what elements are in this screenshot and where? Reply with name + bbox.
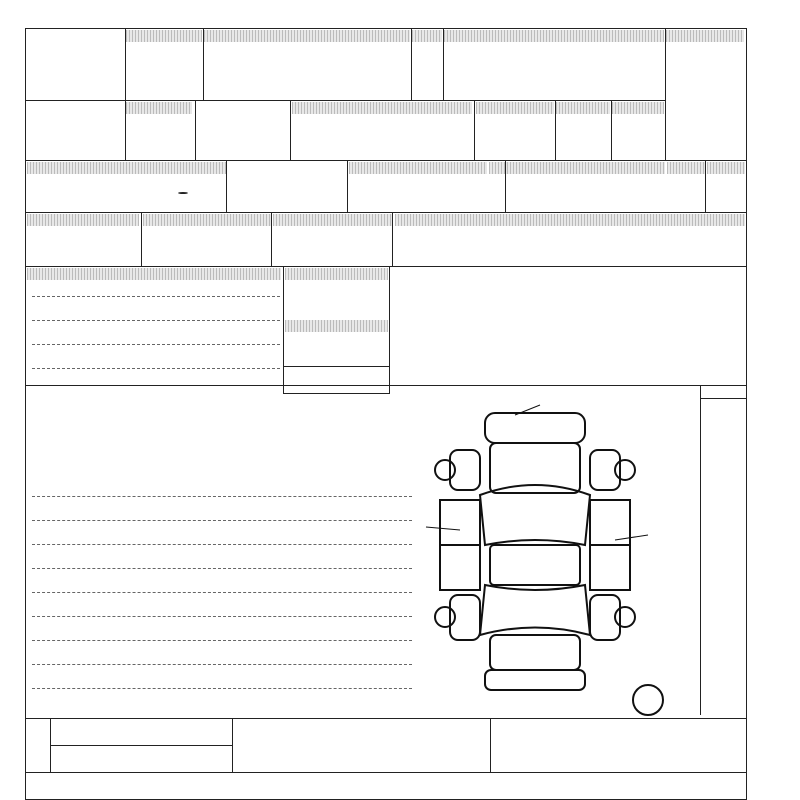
divider <box>555 100 556 160</box>
header-displacement <box>476 102 554 114</box>
mileage-unit-km <box>178 192 188 194</box>
header-aircon <box>143 214 271 226</box>
divider <box>665 28 666 160</box>
header-score <box>666 30 744 42</box>
header-mileage <box>27 162 227 174</box>
divider <box>392 212 393 266</box>
header-shift <box>27 214 139 226</box>
header-equipment <box>395 214 745 226</box>
header-fuel <box>489 162 665 174</box>
inspector-line <box>32 688 412 689</box>
divider <box>271 212 272 266</box>
divider <box>25 100 125 101</box>
divider <box>195 100 196 160</box>
rear-glass <box>480 585 590 635</box>
header-model-name <box>204 30 410 42</box>
keylock-circle <box>632 684 664 716</box>
inspector-line <box>32 592 412 593</box>
header-notes <box>27 268 281 280</box>
header-grade <box>444 30 664 42</box>
divider <box>611 100 612 160</box>
header-seats <box>612 102 664 114</box>
header-recycle <box>273 214 393 226</box>
header-inspection-expiry <box>285 268 388 280</box>
roof <box>490 545 580 585</box>
left-front-door <box>440 500 480 545</box>
inspector-line <box>32 616 412 617</box>
divider <box>25 772 747 773</box>
notes-line <box>32 320 280 321</box>
divider <box>290 100 291 160</box>
divider <box>505 160 506 212</box>
divider <box>490 718 491 772</box>
divider <box>141 212 142 266</box>
inspector-line <box>32 520 412 521</box>
front-bumper <box>485 413 585 443</box>
divider <box>443 28 444 100</box>
divider <box>25 212 747 213</box>
header-year <box>126 102 192 114</box>
divider <box>705 160 706 212</box>
inspector-line <box>32 568 412 569</box>
divider <box>232 718 233 772</box>
divider <box>125 100 665 101</box>
divider <box>700 398 747 399</box>
divider <box>283 366 390 367</box>
inspector-line <box>32 664 412 665</box>
divider <box>25 160 747 161</box>
inspector-line <box>32 496 412 497</box>
header-interior <box>707 162 745 174</box>
notes-line <box>32 296 280 297</box>
inspector-line <box>32 544 412 545</box>
right-rear-door <box>590 545 630 590</box>
divider <box>411 28 412 100</box>
trunk <box>490 635 580 670</box>
header-imported <box>285 320 388 332</box>
notes-line <box>32 368 280 369</box>
divider <box>125 28 126 160</box>
header-warranty <box>556 102 610 114</box>
notes-line <box>32 344 280 345</box>
left-rear-door <box>440 545 480 590</box>
divider <box>25 718 747 719</box>
header-doors <box>412 30 442 42</box>
header-color <box>349 162 487 174</box>
car-damage-diagram <box>420 395 650 715</box>
divider <box>25 385 747 386</box>
inspector-line <box>32 640 412 641</box>
divider <box>226 160 227 212</box>
divider <box>700 385 701 715</box>
divider <box>474 100 475 160</box>
divider <box>347 160 348 212</box>
divider <box>50 745 232 746</box>
rear-bumper <box>485 670 585 690</box>
header-type <box>292 102 472 114</box>
header-exterior <box>667 162 705 174</box>
divider <box>203 28 204 100</box>
header-reg-date <box>126 30 202 42</box>
